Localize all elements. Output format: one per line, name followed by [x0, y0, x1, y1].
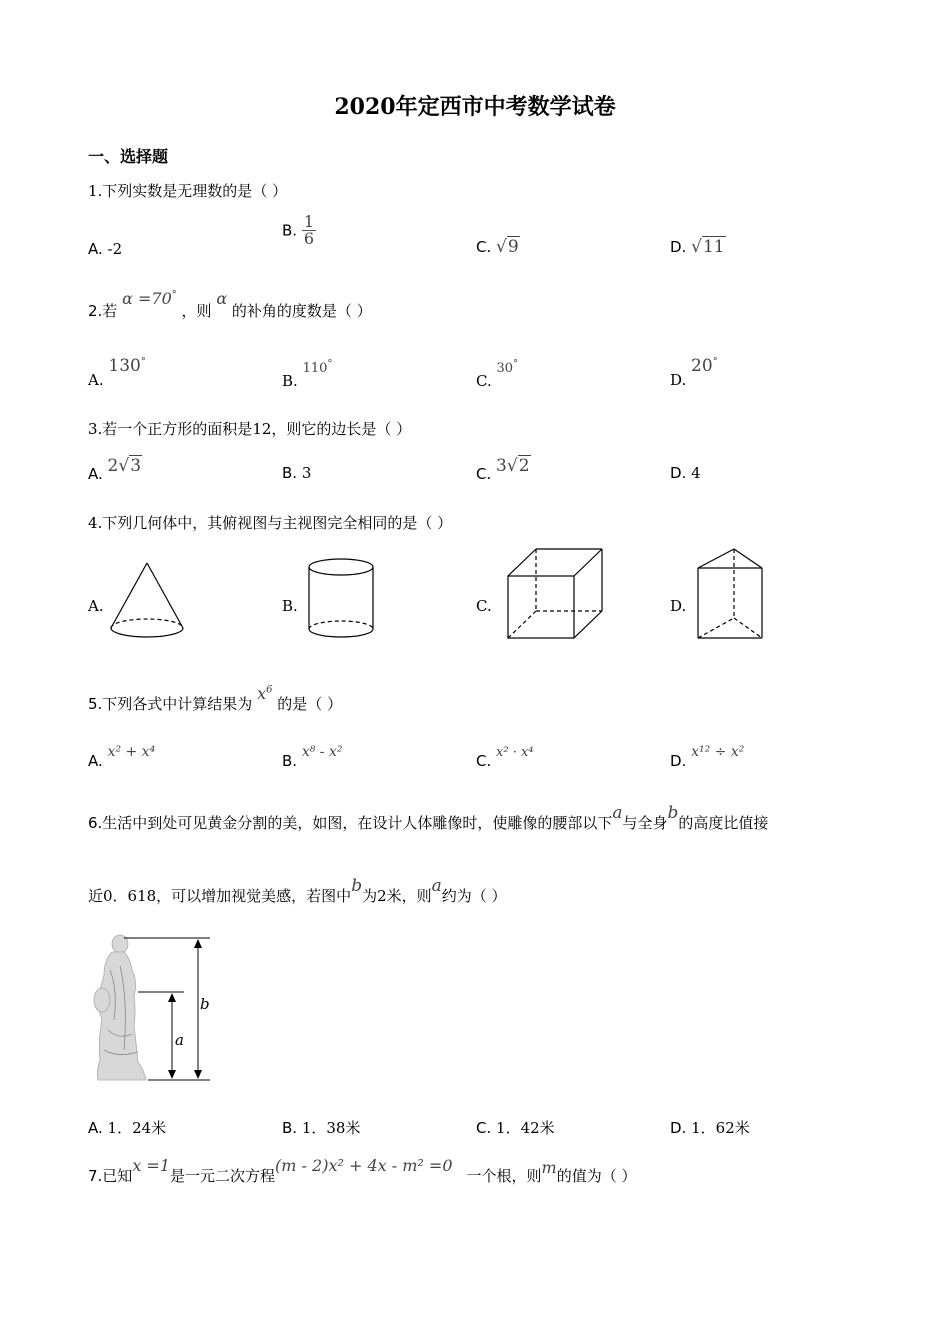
option-letter: D. [670, 752, 687, 770]
question-suffix: 的值为（ ） [556, 1167, 637, 1185]
question-connector: 为2米，则 [362, 887, 432, 905]
question-connector: 是一元二次方程 [170, 1167, 276, 1185]
q6-option-c[interactable] [476, 1117, 555, 1138]
angle-value [691, 356, 718, 376]
q2-option-c[interactable] [476, 358, 519, 390]
option-letter: B. [282, 1119, 298, 1137]
q6-option-d[interactable] [670, 1117, 750, 1138]
q5-option-d[interactable] [670, 742, 745, 770]
option-letter: C. [476, 372, 492, 390]
q6-option-a[interactable] [88, 1117, 166, 1138]
question-suffix: 约为（ ） [441, 887, 507, 905]
math-equation: (m - 2)x² + 4x - m² =0 [275, 1156, 453, 1175]
square-root: √11 [691, 237, 725, 257]
option-letter: D. [670, 238, 687, 256]
fraction-numerator: 1 [303, 212, 315, 231]
question-connector: ，则 [181, 302, 212, 320]
math-var-b: b [667, 803, 679, 823]
question-5-text [88, 684, 343, 714]
radicand: 9 [507, 237, 519, 257]
angle-number: 20 [691, 356, 713, 376]
math-expression: x² · x⁴ [496, 745, 534, 760]
option-letter: C. [476, 1119, 492, 1137]
question-prefix: 近0．618，可以增加视觉美感，若图中 [88, 887, 352, 905]
degree-sign: ° [513, 358, 519, 370]
question-7-text [88, 1156, 637, 1186]
option-letter: A. [88, 465, 103, 483]
question-6-line-1 [88, 803, 769, 833]
math-var-b: b [351, 876, 363, 896]
question-3-text: 3.若一个正方形的面积是12，则它的边长是（ ） [88, 420, 412, 438]
q2-option-d[interactable] [670, 356, 718, 389]
math-base: x [257, 684, 267, 703]
option-value: 1．38米 [301, 1119, 361, 1137]
option-letter: B. [282, 464, 298, 482]
radicand: 2 [518, 456, 530, 476]
question-connector: 与全身 [622, 814, 668, 832]
q1-option-a[interactable] [88, 240, 122, 258]
statue-silhouette [94, 935, 146, 1080]
q5-option-c[interactable] [476, 742, 534, 770]
option-value: 1．42米 [496, 1119, 555, 1137]
math-power [257, 684, 272, 703]
coefficient: 2 [107, 456, 119, 476]
option-letter: C. [476, 465, 492, 483]
cylinder-figure[interactable] [303, 555, 381, 641]
option-value: 3 [301, 464, 312, 482]
option-letter: C. [476, 238, 492, 256]
question-prefix: 5.下列各式中计算结果为 [88, 695, 253, 713]
math-text: α =70 [122, 289, 172, 308]
option-value: 4 [691, 464, 701, 482]
q3-option-c[interactable] [476, 456, 531, 483]
question-prefix: 7.已知 [88, 1167, 133, 1185]
option-letter: A. [88, 1119, 103, 1137]
q1-option-d[interactable] [670, 237, 726, 257]
option-value: 1．62米 [691, 1119, 750, 1137]
radicand: 11 [702, 237, 725, 257]
q4-option-b-label[interactable]: B. [282, 597, 298, 615]
q3-option-b[interactable] [282, 464, 311, 482]
q5-option-b[interactable] [282, 742, 343, 770]
option-letter: B. [282, 752, 298, 770]
prism-figure[interactable] [694, 546, 766, 642]
question-suffix: 的补角的度数是（ ） [231, 302, 372, 320]
coefficient: 3 [496, 456, 507, 476]
fraction [302, 214, 316, 247]
question-suffix: 的是（ ） [277, 695, 343, 713]
option-value: 1．24米 [107, 1119, 167, 1137]
q1-option-c[interactable] [476, 237, 520, 257]
radical-expression: 2√3 [107, 456, 142, 476]
option-letter: A. [88, 240, 103, 258]
math-expression: x⁸ - x² [301, 744, 343, 760]
q1-option-b[interactable] [282, 214, 316, 247]
radical-expression: 3√2 [496, 456, 530, 476]
option-letter: B. [282, 221, 298, 240]
angle-value [302, 358, 333, 376]
square-root: √9 [496, 237, 519, 257]
q2-option-b[interactable] [282, 358, 333, 390]
degree-sign: ° [140, 356, 146, 368]
q4-option-c-label[interactable]: C. [476, 597, 492, 615]
math-var-a: a [612, 803, 623, 823]
q3-option-a[interactable] [88, 456, 142, 483]
question-prefix: 6.生活中到处可见黄金分割的美，如图，在设计人体雕像时，使雕像的腰部以下 [88, 814, 613, 832]
option-letter: A. [88, 752, 103, 770]
statue-figure [88, 930, 218, 1086]
figure-label-b: b [200, 995, 210, 1013]
question-2-text [88, 289, 372, 321]
question-connector-2: 一个根，则 [466, 1167, 542, 1185]
question-4-text: 4.下列几何体中，其俯视图与主视图完全相同的是（ ） [88, 514, 453, 532]
math-exponent: 6 [266, 684, 273, 696]
question-prefix: 2.若 [88, 302, 118, 320]
math-var-m: m [541, 1158, 557, 1177]
degree-sign: ° [327, 358, 333, 370]
math-var-a: a [431, 876, 442, 896]
option-letter: B. [282, 372, 298, 390]
radicand: 3 [130, 456, 142, 476]
figure-label-a: a [175, 1031, 184, 1049]
angle-value [108, 356, 145, 376]
math-expression: x² + x⁴ [107, 744, 156, 760]
q4-option-a-label[interactable]: A. [88, 597, 104, 615]
angle-number: 110 [302, 361, 328, 376]
cone-figure[interactable] [105, 560, 190, 645]
math-alpha: α [216, 289, 228, 308]
math-expression [122, 289, 177, 308]
section-heading: 一、选择题 [88, 147, 169, 166]
angle-value [496, 358, 519, 376]
math-expression: x =1 [132, 1156, 171, 1175]
option-letter: D. [670, 371, 687, 389]
option-letter: A. [88, 371, 104, 389]
option-letter: D. [670, 1119, 687, 1137]
q2-option-a[interactable] [88, 356, 146, 389]
q5-option-a[interactable] [88, 742, 156, 770]
page-title: 2020年定西市中考数学试卷 [334, 94, 616, 120]
math-expression: x¹² ÷ x² [691, 744, 745, 760]
question-6-line-2 [88, 876, 507, 906]
q3-option-d[interactable] [670, 464, 701, 482]
degree-sign: ° [712, 356, 718, 368]
option-letter: D. [670, 464, 687, 482]
option-value: -2 [107, 240, 123, 258]
q6-option-b[interactable] [282, 1117, 360, 1138]
question-1-text: 1.下列实数是无理数的是（ ） [88, 182, 288, 200]
question-suffix: 的高度比值接 [678, 814, 769, 832]
angle-number: 30 [496, 361, 514, 376]
degree-sign: ° [171, 289, 177, 301]
fraction-denominator: 6 [303, 229, 315, 248]
angle-number: 130 [108, 356, 141, 376]
option-letter: C. [476, 752, 492, 770]
q4-option-d-label[interactable]: D. [670, 597, 687, 615]
cube-figure[interactable] [505, 546, 605, 642]
